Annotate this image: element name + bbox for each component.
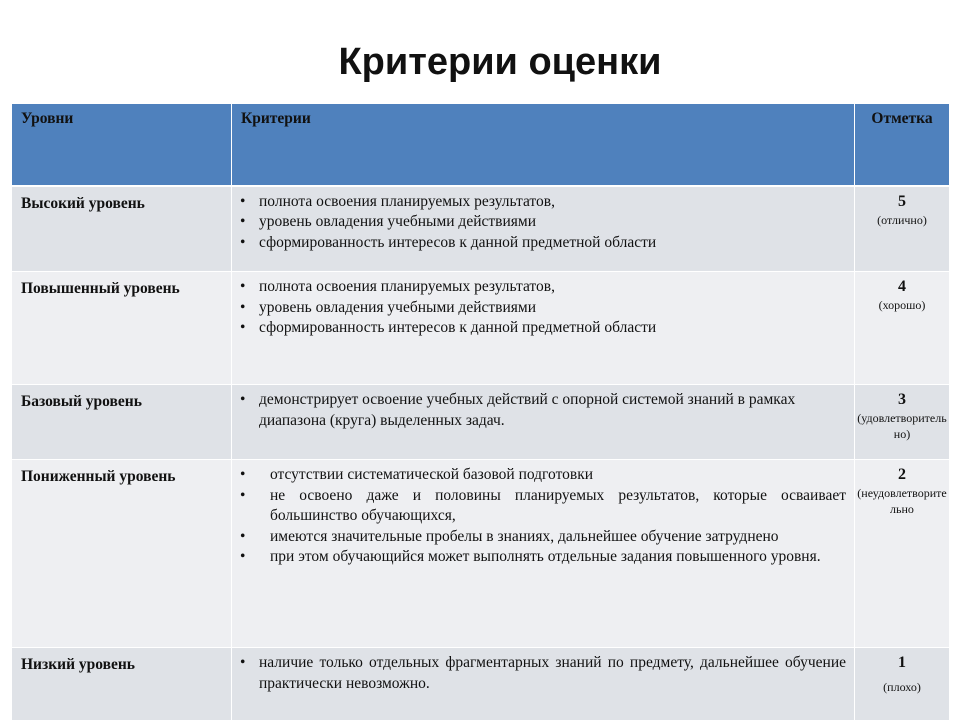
- level-cell: Пониженный уровень: [12, 460, 232, 648]
- criteria-item: • наличие только отдельных фрагментарных знаний по предмету, дальнейшее обучение практически невозможно.: [240, 653, 846, 694]
- criteria-table: [11, 103, 950, 720]
- level-cell: Низкий уровень: [12, 648, 232, 720]
- criteria-list: [240, 192, 846, 254]
- criteria-cell: [232, 186, 855, 272]
- level-cell: Повышенный уровень: [12, 272, 232, 385]
- criteria-list: [240, 465, 846, 568]
- criteria-cell: [232, 385, 855, 460]
- criteria-item: • не освоено даже и половины планируемых результатов, которые осваивает большинство обучающихся,: [240, 486, 846, 527]
- table-row: [12, 385, 950, 460]
- criteria-item: • уровень овладения учебными действиями: [240, 298, 846, 319]
- criteria-item: • при этом обучающийся может выполнять отдельные задания повышенного уровня.: [240, 547, 846, 568]
- mark-cell: [855, 648, 950, 720]
- criteria-item: • уровень овладения учебными действиями: [240, 212, 846, 233]
- header-levels: Уровни: [12, 104, 232, 186]
- mark-cell: [855, 272, 950, 385]
- mark-value: 4: [898, 278, 906, 295]
- criteria-item: • сформированность интересов к данной предметной области: [240, 318, 846, 339]
- criteria-cell: [232, 648, 855, 720]
- mark-cell: [855, 460, 950, 648]
- criteria-list: [240, 390, 846, 431]
- criteria-item: • полнота освоения планируемых результатов,: [240, 192, 846, 213]
- criteria-item: • полнота освоения планируемых результатов,: [240, 277, 846, 298]
- criteria-cell: [232, 460, 855, 648]
- table-row: [12, 272, 950, 385]
- table-header-row: [12, 104, 950, 186]
- mark-word: (неудовлетворительно: [857, 486, 947, 516]
- criteria-item: • сформированность интересов к данной предметной области: [240, 233, 846, 254]
- table-row: [12, 460, 950, 648]
- mark-value: 1: [898, 654, 906, 671]
- criteria-list: [240, 277, 846, 339]
- criteria-item: • демонстрирует освоение учебных действий с опорной системой знаний в рамках диапазона (круга) выделенных задач.: [240, 390, 846, 431]
- criteria-item: • отсутствии систематической базовой подготовки: [240, 465, 846, 486]
- header-criteria: Критерии: [232, 104, 855, 186]
- mark-word: (плохо): [883, 680, 921, 694]
- mark-word: (удовлетворительно): [857, 411, 947, 441]
- mark-value: 2: [898, 466, 906, 483]
- table-row: [12, 648, 950, 720]
- mark-value: 5: [898, 192, 906, 210]
- header-mark: Отметка: [855, 104, 950, 186]
- mark-value: 3: [898, 391, 906, 408]
- criteria-item: • имеются значительные пробелы в знаниях, дальнейшее обучение затруднено: [240, 527, 846, 548]
- mark-cell: [855, 186, 950, 272]
- table-row: [12, 186, 950, 272]
- mark-word: (отлично): [877, 212, 927, 227]
- level-cell: Высокий уровень: [12, 186, 232, 272]
- level-cell: Базовый уровень: [12, 385, 232, 460]
- criteria-cell: [232, 272, 855, 385]
- mark-word: (хорошо): [878, 298, 926, 312]
- mark-cell: [855, 385, 950, 460]
- criteria-list: [240, 653, 846, 694]
- page-title: Критерии оценки: [338, 41, 662, 83]
